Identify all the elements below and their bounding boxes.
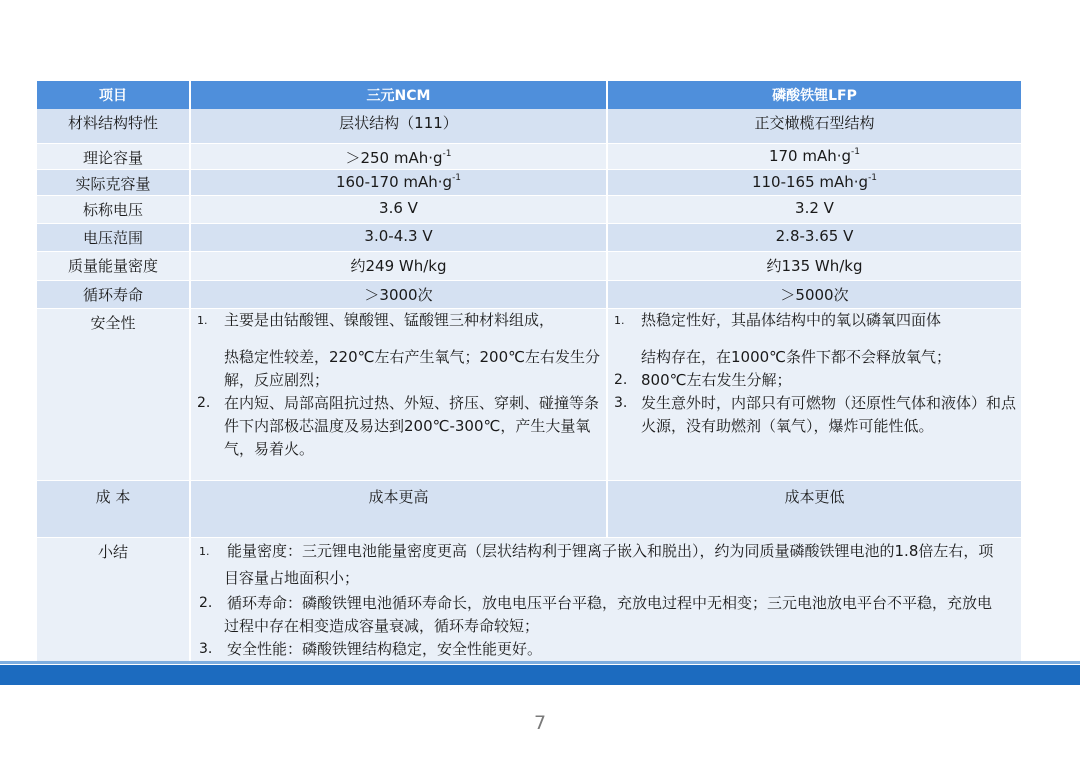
comparison-table [37,81,1023,662]
row-label: 标称电压 [82,200,143,219]
table-row [37,280,1022,308]
lfp-value: 2.8-3.65 V [775,226,854,245]
header-lfp: 磷酸铁锂LFP [607,81,1022,109]
lfp-value: 成本更低 [784,487,845,506]
lfp-value: 约135 Wh/kg [766,256,863,275]
table-row [37,109,1022,143]
list-item: 2. 在内短、局部高阻抗过热、外短、挤压、穿刺、碰撞等条件下内部极芯温度及易达到200℃-300℃，产生大量氧气，易着火。 [197,393,600,458]
table-row [37,223,1022,251]
table-row [37,195,1022,223]
lfp-value: 正交橄榄石型结构 [754,114,875,132]
ncm-value: 160-170 $mAh\cdot g^{-1}$ [335,172,462,191]
footer-accent-line [0,661,1080,664]
list-item: 3. 发生意外时，内部只有可燃物（还原性气体和液体）和点火源，没有助燃剂（氧气），爆炸可能性低。 [614,393,1017,435]
list-item: 3. 安全性能：磷酸铁锂结构稳定，安全性能更好。 [199,639,543,658]
table-row [37,169,1022,195]
ncm-value: 3.0-4.3 V [364,226,433,245]
ncm-value: 成本更高 [368,487,429,506]
row-label: 电压范围 [82,228,143,247]
ncm-value: 层状结构（111） [339,114,458,132]
row-label: 质量能量密度 [67,256,158,275]
table-row-summary [37,537,1022,661]
lfp-safety-list [608,309,1021,438]
header-item: 项目 [37,81,190,109]
lfp-value: 170 $mAh\cdot g^{-1}$ [768,146,861,165]
ncm-safety-list [191,309,606,461]
summary-list [191,538,1021,661]
list-item: 1. 能量密度：三元锂电池能量密度更高（层状结构利于锂离子嵌入和脱出），约为同质量磷酸铁锂电池的1.8倍左右，项目容量占地面积小； [199,541,994,587]
list-item: 1. 热稳定性好，其晶体结构中的氧以磷氧四面体 结构存在，在1000℃条件下都不会释放氧气； [614,310,952,366]
page-number: 7 [533,712,547,734]
table-row-safety [37,308,1022,480]
row-label: 成 本 [95,487,131,506]
list-item: 2. 800℃左右发生分解； [614,370,792,389]
table-row-cost [37,480,1022,537]
footer-bar [0,665,1080,685]
lfp-value: ＞5000次 [780,285,849,304]
lfp-value: 3.2 V [795,198,834,217]
table-header-row [37,81,1022,109]
ncm-value: ＞250 $mAh\cdot g^{-1}$ [345,148,452,167]
ncm-value: 3.6 V [379,198,418,217]
list-item: 2. 循环寿命：磷酸铁锂电池循环寿命长，放电电压平台平稳，充放电过程中无相变；三元电池放电平台不平稳，充放电过程中存在相变造成容量衰减，循环寿命较短； [199,593,993,635]
row-label: 小结 [97,542,128,561]
table-row [37,143,1022,169]
row-label: 材料结构特性 [67,114,158,132]
header-ncm: 三元NCM [190,81,607,109]
lfp-value: 110-165 $mAh\cdot g^{-1}$ [751,172,878,191]
list-item: 1. 主要是由钴酸锂、镍酸锂、锰酸锂三种材料组成， 热稳定性较差，220℃左右产生氧气；200℃左右发生分解，反应剧烈； [197,310,600,389]
row-label: 实际克容量 [75,174,151,193]
table-row [37,251,1022,280]
row-label: 安全性 [90,313,136,332]
row-label: 理论容量 [82,148,143,167]
ncm-value: ＞3000次 [364,285,433,304]
row-label: 循环寿命 [82,285,143,304]
ncm-value: 约249 Wh/kg [350,256,447,275]
